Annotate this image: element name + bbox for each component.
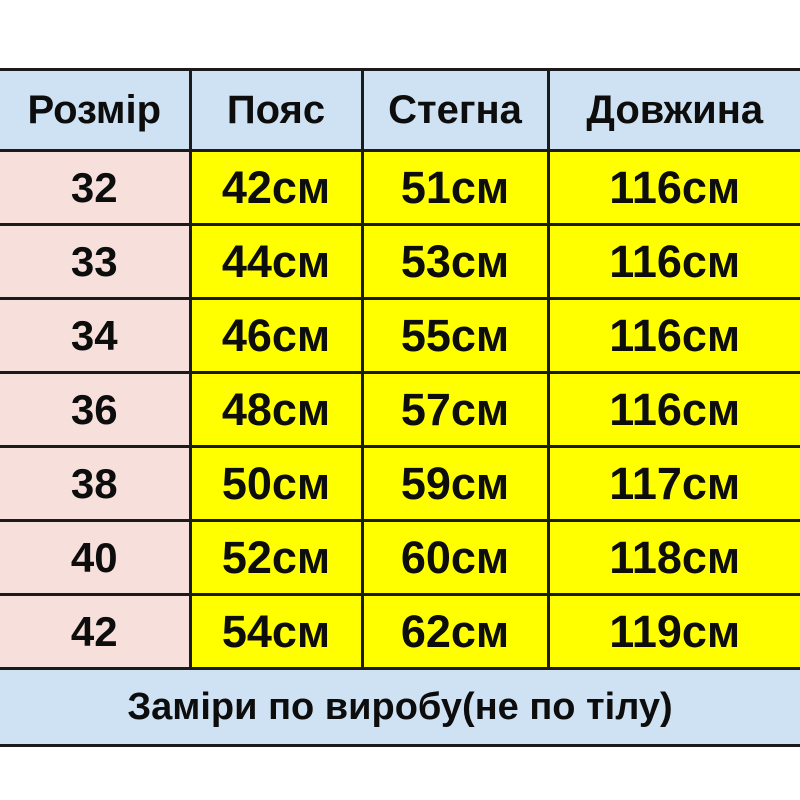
cell-size: 34 (0, 299, 190, 373)
table-header (0, 70, 800, 151)
cell-length: 116см (548, 373, 800, 447)
footer-row (0, 669, 800, 746)
column-header-waist: Пояс (190, 70, 362, 151)
cell-length: 116см (548, 299, 800, 373)
cell-hips: 55см (362, 299, 548, 373)
table-body (0, 151, 800, 669)
header-row (0, 70, 800, 151)
cell-waist: 52см (190, 521, 362, 595)
cell-length: 116см (548, 151, 800, 225)
table-row (0, 595, 800, 669)
cell-waist: 46см (190, 299, 362, 373)
cell-hips: 59см (362, 447, 548, 521)
cell-size: 32 (0, 151, 190, 225)
cell-waist: 48см (190, 373, 362, 447)
cell-waist: 54см (190, 595, 362, 669)
table-row (0, 299, 800, 373)
cell-size: 40 (0, 521, 190, 595)
cell-waist: 42см (190, 151, 362, 225)
cell-size: 33 (0, 225, 190, 299)
cell-length: 119см (548, 595, 800, 669)
size-chart-table (0, 68, 800, 747)
table-row (0, 521, 800, 595)
cell-size: 38 (0, 447, 190, 521)
cell-waist: 44см (190, 225, 362, 299)
footer-note: Заміри по виробу(не по тілу) (0, 669, 800, 746)
cell-hips: 51см (362, 151, 548, 225)
cell-size: 36 (0, 373, 190, 447)
table-footer (0, 669, 800, 746)
table-row (0, 447, 800, 521)
cell-length: 116см (548, 225, 800, 299)
cell-waist: 50см (190, 447, 362, 521)
table-row (0, 225, 800, 299)
column-header-hips: Стегна (362, 70, 548, 151)
table-row (0, 373, 800, 447)
cell-size: 42 (0, 595, 190, 669)
column-header-size: Розмір (0, 70, 190, 151)
cell-length: 118см (548, 521, 800, 595)
cell-hips: 53см (362, 225, 548, 299)
table-row (0, 151, 800, 225)
cell-hips: 60см (362, 521, 548, 595)
column-header-length: Довжина (548, 70, 800, 151)
cell-length: 117см (548, 447, 800, 521)
cell-hips: 57см (362, 373, 548, 447)
cell-hips: 62см (362, 595, 548, 669)
